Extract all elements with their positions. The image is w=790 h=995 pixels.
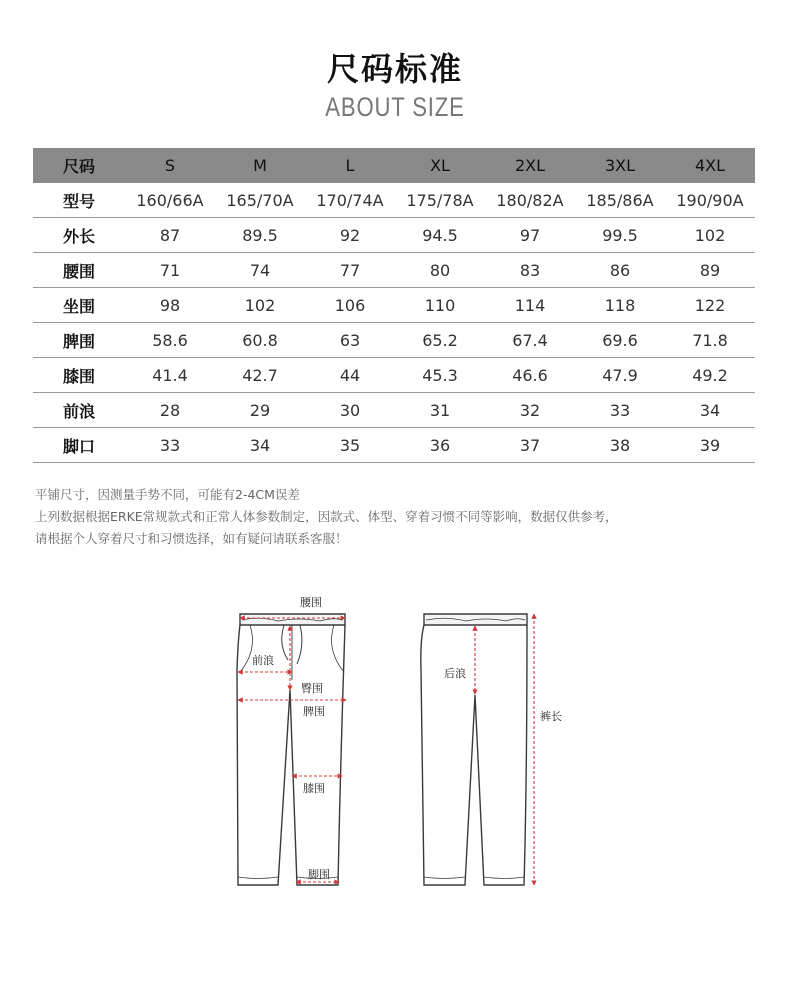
- table-cell: 28: [125, 393, 215, 428]
- table-cell: 160/66A: [125, 183, 215, 218]
- label-back-rise: 后浪: [444, 667, 466, 680]
- table-cell: 122: [665, 288, 755, 323]
- table-cell: 38: [575, 428, 665, 463]
- column-header: L: [305, 148, 395, 183]
- table-cell: 118: [575, 288, 665, 323]
- table-cell: 41.4: [125, 358, 215, 393]
- table-cell: 97: [485, 218, 575, 253]
- table-cell: 89.5: [215, 218, 305, 253]
- column-header: 2XL: [485, 148, 575, 183]
- table-cell: 29: [215, 393, 305, 428]
- table-row: [33, 428, 755, 463]
- table-cell: 39: [665, 428, 755, 463]
- table-cell: 33: [575, 393, 665, 428]
- table-cell: 89: [665, 253, 755, 288]
- size-notes: [35, 484, 755, 550]
- table-cell: 69.6: [575, 323, 665, 358]
- label-front-rise: 前浪: [252, 654, 274, 667]
- table-cell: 45.3: [395, 358, 485, 393]
- table-header-row: [33, 148, 755, 183]
- table-cell: 170/74A: [305, 183, 395, 218]
- column-header: 3XL: [575, 148, 665, 183]
- table-cell: 31: [395, 393, 485, 428]
- table-cell: 36: [395, 428, 485, 463]
- table-cell: 114: [485, 288, 575, 323]
- table-cell: 44: [305, 358, 395, 393]
- row-label: 坐围: [33, 288, 125, 323]
- table-cell: 110: [395, 288, 485, 323]
- table-cell: 80: [395, 253, 485, 288]
- column-header: XL: [395, 148, 485, 183]
- table-cell: 94.5: [395, 218, 485, 253]
- back-pants-drawing: [421, 614, 527, 885]
- table-cell: 58.6: [125, 323, 215, 358]
- page-title: 尺码标准: [326, 50, 463, 88]
- table-row: [33, 393, 755, 428]
- table-row: [33, 288, 755, 323]
- table-cell: 49.2: [665, 358, 755, 393]
- table-cell: 65.2: [395, 323, 485, 358]
- row-label: 脾围: [33, 323, 125, 358]
- table-cell: 92: [305, 218, 395, 253]
- table-cell: 165/70A: [215, 183, 305, 218]
- row-label: 前浪: [33, 393, 125, 428]
- label-hem: 脚围: [308, 868, 330, 881]
- table-cell: 99.5: [575, 218, 665, 253]
- table-cell: 98: [125, 288, 215, 323]
- column-header: 4XL: [665, 148, 755, 183]
- table-cell: 33: [125, 428, 215, 463]
- row-label: 外长: [33, 218, 125, 253]
- table-cell: 87: [125, 218, 215, 253]
- table-cell: 47.9: [575, 358, 665, 393]
- table-cell: 185/86A: [575, 183, 665, 218]
- table-cell: 34: [665, 393, 755, 428]
- table-cell: 60.8: [215, 323, 305, 358]
- table-cell: 37: [485, 428, 575, 463]
- table-cell: 34: [215, 428, 305, 463]
- label-knee: 膝围: [303, 782, 325, 795]
- table-cell: 175/78A: [395, 183, 485, 218]
- label-length: 裤长: [540, 710, 562, 723]
- note-line: 请根据个人穿着尺寸和习惯选择，如有疑问请联系客服！: [35, 531, 348, 546]
- table-cell: 63: [305, 323, 395, 358]
- table-cell: 71.8: [665, 323, 755, 358]
- note-line: 上列数据根据ERKE常规款式和正常人体参数制定，因款式、体型、穿着习惯不同等影响，数据仅供参考，: [35, 509, 618, 524]
- table-cell: 180/82A: [485, 183, 575, 218]
- table-cell: 30: [305, 393, 395, 428]
- row-label: 膝围: [33, 358, 125, 393]
- row-label: 型号: [33, 183, 125, 218]
- table-row: [33, 358, 755, 393]
- table-cell: 83: [485, 253, 575, 288]
- note-line: 平铺尺寸，因测量手势不同，可能有2-4CM误差: [35, 487, 300, 502]
- table-cell: 106: [305, 288, 395, 323]
- label-hip: 臀围: [301, 682, 323, 695]
- table-cell: 86: [575, 253, 665, 288]
- table-cell: 42.7: [215, 358, 305, 393]
- label-waist: 腰围: [300, 596, 322, 609]
- table-cell: 190/90A: [665, 183, 755, 218]
- row-label: 脚口: [33, 428, 125, 463]
- table-cell: 102: [215, 288, 305, 323]
- table-cell: 77: [305, 253, 395, 288]
- table-cell: 71: [125, 253, 215, 288]
- row-label: 腰围: [33, 253, 125, 288]
- table-cell: 32: [485, 393, 575, 428]
- column-header: 尺码: [33, 148, 125, 183]
- column-header: M: [215, 148, 305, 183]
- table-row: [33, 218, 755, 253]
- table-cell: 102: [665, 218, 755, 253]
- table-cell: 46.6: [485, 358, 575, 393]
- size-table: [33, 148, 755, 463]
- label-thigh: 脾围: [303, 705, 325, 718]
- column-header: S: [125, 148, 215, 183]
- page-subtitle: ABOUT SIZE: [325, 92, 465, 122]
- table-cell: 67.4: [485, 323, 575, 358]
- table-row: [33, 183, 755, 218]
- table-cell: 74: [215, 253, 305, 288]
- table-row: [33, 323, 755, 358]
- measurement-diagram: [0, 580, 790, 910]
- table-cell: 35: [305, 428, 395, 463]
- table-row: [33, 253, 755, 288]
